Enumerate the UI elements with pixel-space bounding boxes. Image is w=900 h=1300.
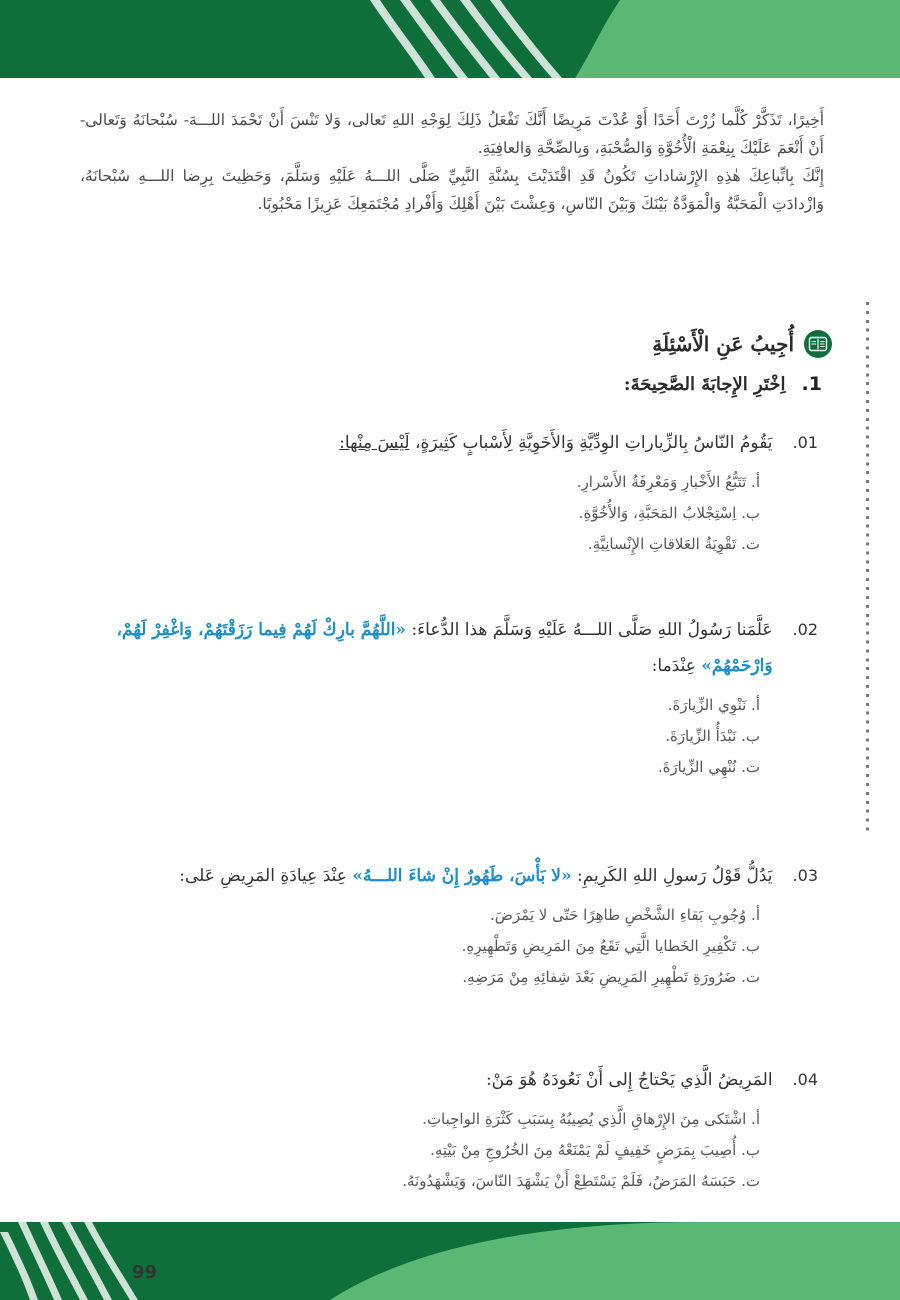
hadith-quote: «لا بَأْسَ، طَهُورٌ إِنْ شاءَ اللـــهُ» — [352, 866, 572, 886]
question-number: 03. — [792, 866, 818, 885]
answer-option[interactable]: ب. نَبْدَأُ الزِّيارَةَ. — [665, 727, 760, 745]
answer-option[interactable]: ت. نُنْهِي الزِّيارَةَ. — [657, 758, 760, 776]
intro-paragraph-2: إِنَّكَ بِاتِّباعِكَ هٰذِهِ الإِرْشاداتِ تَكُونُ قَدِ اقْتَدَيْتَ بِسُنَّةِ النَّبِيِّ صَلَّى اللـــهُ عَلَيْهِ وَسَلَّمَ، وَحَظِيتَ بِرِضا اللـــهِ سُبْحانَهُ، وَازْدادَتِ الْمَحَبَّةُ وَالْمَوَدَّةُ بَيْنَكَ وَبَيْنَ النّاسِ، وَعِشْتَ بَيْنَ أَهْلِكَ وَأَفْرادِ مُجْتَمَعِكَ عَزِيزًا مَحْبُوبًا. — [80, 167, 824, 213]
section-header — [652, 330, 832, 358]
answer-option[interactable]: أ. وُجُوبِ بَقاءِ الشَّخْصِ طاهِرًا حَتّى لا يَمْرَضَ. — [489, 906, 760, 924]
answer-options — [58, 1104, 818, 1197]
answer-option[interactable]: أ. نَنْوِي الزِّيارَةَ. — [667, 696, 760, 714]
page-number: 99 — [132, 1262, 158, 1283]
answer-options — [0, 900, 818, 993]
question-number: 02. — [792, 620, 818, 639]
question-text: يَقُومُ النّاسُ بِالزِّياراتِ الوِدِّيَّةِ وَالأَخَوِيَّةِ لِأَسْبابٍ كَثِيرَةٍ، لَيْسَ مِنْها: — [339, 433, 773, 453]
task-text: اِخْتَرِ الإِجابَةَ الصَّحِيحَةَ: — [623, 374, 786, 395]
top-decorative-band — [0, 0, 900, 78]
answer-option[interactable]: أ. تَتَبُّعُ الأَخْبارِ وَمَعْرِفَةُ الأَسْرارِ. — [576, 473, 760, 491]
question-number: 04. — [792, 1070, 818, 1089]
answer-option[interactable]: أ. اشْتَكى مِنَ الإِرْهاقِ الَّذِي يُصِيبُهُ بِسَبَبِ كَثْرَةِ الواجِباتِ. — [422, 1110, 760, 1128]
answer-option[interactable]: ت. ضَرُورَةِ تَطْهِيرِ المَرِيضِ بَعْدَ شِفائِهِ مِنْ مَرَضِهِ. — [462, 968, 760, 986]
answer-options — [58, 690, 818, 783]
answer-option[interactable]: ب. اِسْتِجْلابُ المَحَبَّةِ، وَالأُخُوَّةِ. — [578, 504, 760, 522]
answer-option[interactable]: ب. أُصِيبَ بِمَرَضٍ خَفِيفٍ لَمْ يَمْنَعْهُ مِنَ الخُرُوجِ مِنْ بَيْتِهِ. — [430, 1141, 760, 1159]
question-03 — [0, 858, 818, 993]
questions-icon — [804, 330, 832, 358]
question-underlined-text: لَيْسَ مِنْها: — [339, 433, 410, 453]
section-title: أُجِيبُ عَنِ الْأَسْئِلَةِ — [652, 332, 794, 356]
bottom-decorative-band — [0, 1222, 900, 1300]
question-number: 01. — [792, 433, 818, 452]
intro-text — [80, 106, 824, 218]
task-number: 1. — [801, 373, 822, 395]
question-01 — [58, 425, 818, 560]
side-copyright-note: ▪ ▪ ▪ ▪ ▪ ▪ ▪ ▪ ▪ ▪ ▪ ▪ ▪ ▪ ▪ ▪ ▪ ▪ ▪ ▪ ▪ ▪ ▪ ▪ ▪ ▪ ▪ ▪ ▪ ▪ ▪ ▪ ▪ ▪ ▪ ▪ ▪ ▪ ▪ ▪ ▪ ▪ ▪ ▪ ▪ ▪ ▪ ▪ ▪ ▪ ▪ ▪ ▪ ▪ ▪ ▪ ▪ ▪ ▪ ▪ — [864, 300, 871, 833]
question-02 — [58, 612, 818, 783]
answer-option[interactable]: ت. حَبَسَهُ المَرَضُ، فَلَمْ يَسْتَطِعْ أَنْ يَشْهَدَ النّاسَ، وَيَشْهَدُونَهُ. — [402, 1172, 760, 1190]
answer-option[interactable]: ت. تَقْوِيَةُ العَلاقاتِ الإِنْسانِيَّةِ. — [587, 535, 760, 553]
question-04 — [58, 1062, 818, 1197]
task-instruction — [624, 373, 822, 395]
intro-paragraph-1: أَخِيرًا، تَذَكَّرْ كُلَّما زُرْتَ أَحَدًا أَوْ عُدْتَ مَرِيضًا أَنَّكَ تَفْعَلُ ذَلِكَ لِوَجْهِ اللهِ تَعالى، وَلا تَنْسَ أَنْ تَحْمَدَ اللـــهَ- سُبْحانَهُ وَتَعالى- أَنْ أَنْعَمَ عَلَيْكَ بِنِعْمَةِ الْأُخُوَّةِ وَالصُّحْبَةِ، وَبِالصِّحَّةِ وَالعافِيَةِ. — [80, 111, 824, 157]
answer-option[interactable]: ب. تَكْفِيرِ الخَطايا الَّتِي تَقَعُ مِنَ المَرِيضِ وَتَطْهِيرِهِ. — [461, 937, 760, 955]
question-text: يَدُلُّ قَوْلُ رَسولِ اللهِ الكَرِيمِ: «لا بَأْسَ، طَهُورٌ إِنْ شاءَ اللـــهُ» عِنْدَ عِيادَةِ المَرِيضِ عَلى: — [179, 866, 773, 886]
question-text: المَرِيضُ الَّذِي يَحْتاجُ إِلى أَنْ نَعُودَهُ هُوَ مَنْ: — [485, 1070, 773, 1090]
question-text: عَلَّمَنا رَسُولُ اللهِ صَلَّى اللـــهُ عَلَيْهِ وَسَلَّمَ هذا الدُّعاءَ: «اللَّهُمَّ بارِكْ لَهُمْ فِيما رَزَقْتَهُمْ، وَاغْفِرْ لَهُمْ، وَارْحَمْهُمْ» عِنْدَما: — [116, 620, 773, 676]
answer-options — [58, 467, 818, 560]
hadith-quote: «اللَّهُمَّ بارِكْ لَهُمْ فِيما رَزَقْتَهُمْ، وَاغْفِرْ لَهُمْ، وَارْحَمْهُمْ» — [116, 620, 773, 676]
